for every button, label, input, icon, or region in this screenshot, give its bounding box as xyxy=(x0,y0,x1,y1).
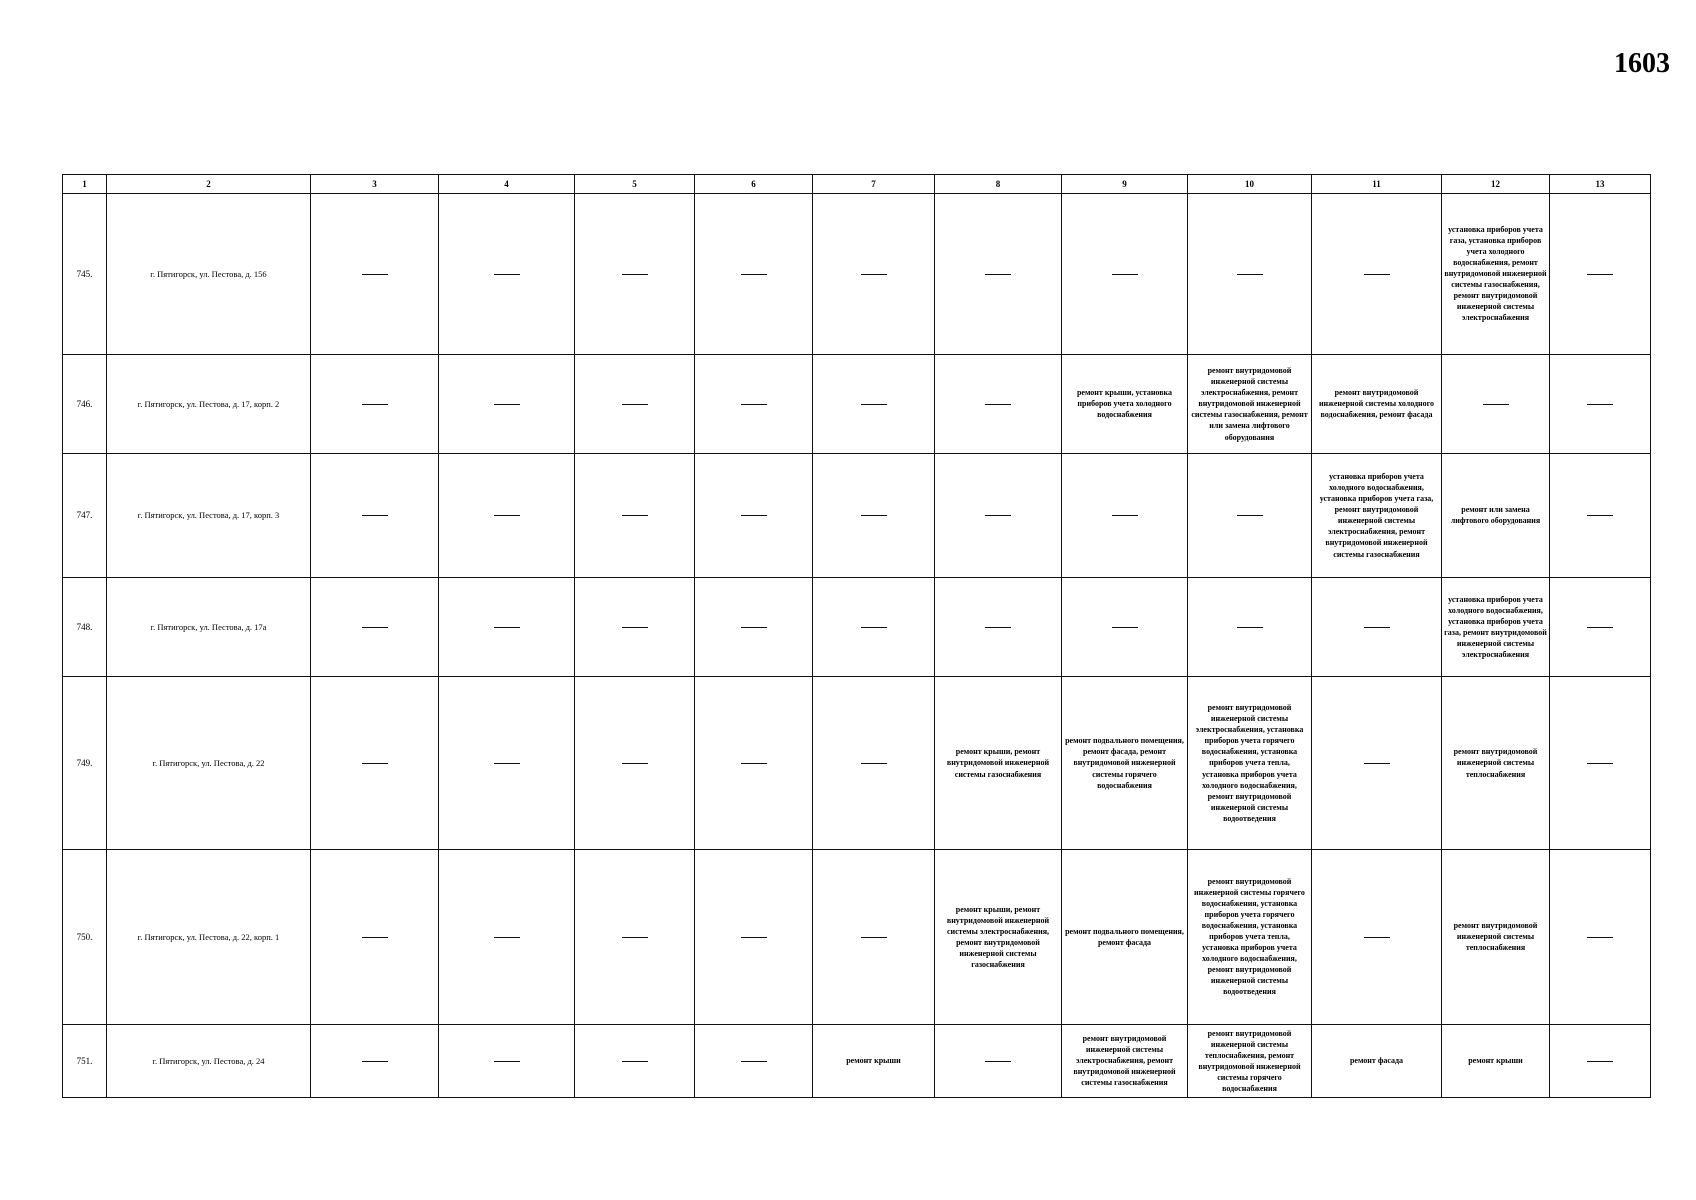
empty-cell xyxy=(311,677,439,850)
empty-cell xyxy=(575,677,695,850)
empty-cell xyxy=(813,849,935,1024)
table-row xyxy=(63,849,1651,1024)
empty-cell xyxy=(935,454,1062,578)
work-description-cell: ремонт крыши, ремонт внутридомовой инженерной системы электроснабжения, ремонт внутридомовой инженерной системы газоснабжения xyxy=(935,849,1062,1024)
dash-mark xyxy=(985,404,1011,405)
table-row xyxy=(63,354,1651,453)
empty-cell xyxy=(439,194,575,355)
work-description-cell: ремонт внутридомовой инженерной системы теплоснабжения xyxy=(1442,849,1550,1024)
dash-mark xyxy=(362,937,388,938)
dash-mark xyxy=(1237,515,1263,516)
dash-mark xyxy=(1364,627,1390,628)
empty-cell xyxy=(695,677,813,850)
empty-cell xyxy=(1188,577,1312,676)
empty-cell xyxy=(439,677,575,850)
work-description-cell: ремонт внутридомовой инженерной системы электроснабжения, установка приборов учета горячего водоснабжения, установка приборов учета тепла, установка приборов учета холодного водоснабжения, ремонт внутридомовой инженерной системы водоотведения xyxy=(1188,677,1312,850)
dash-mark xyxy=(1483,404,1509,405)
row-number: 749. xyxy=(63,677,107,850)
address-cell: г. Пятигорск, ул. Пестова, д. 156 xyxy=(107,194,311,355)
dash-mark xyxy=(861,274,887,275)
address-cell: г. Пятигорск, ул. Пестова, д. 22 xyxy=(107,677,311,850)
address-cell: г. Пятигорск, ул. Пестова, д. 17, корп. 3 xyxy=(107,454,311,578)
address-cell: г. Пятигорск, ул. Пестова, д. 17, корп. 2 xyxy=(107,354,311,453)
empty-cell xyxy=(1442,354,1550,453)
dash-mark xyxy=(1587,1061,1613,1062)
empty-cell xyxy=(695,577,813,676)
empty-cell xyxy=(935,1024,1062,1097)
column-number: 11 xyxy=(1312,175,1442,194)
dash-mark xyxy=(985,274,1011,275)
empty-cell xyxy=(1550,677,1651,850)
empty-cell xyxy=(813,577,935,676)
empty-cell xyxy=(813,354,935,453)
empty-cell xyxy=(695,194,813,355)
dash-mark xyxy=(494,515,520,516)
dash-mark xyxy=(362,515,388,516)
empty-cell xyxy=(813,454,935,578)
work-description-cell: ремонт крыши, ремонт внутридомовой инженерной системы газоснабжения xyxy=(935,677,1062,850)
empty-cell xyxy=(439,1024,575,1097)
dash-mark xyxy=(1112,627,1138,628)
dash-mark xyxy=(622,274,648,275)
work-description-cell: ремонт фасада xyxy=(1312,1024,1442,1097)
empty-cell xyxy=(1550,1024,1651,1097)
dash-mark xyxy=(861,515,887,516)
empty-cell xyxy=(1550,577,1651,676)
empty-cell xyxy=(935,194,1062,355)
empty-cell xyxy=(695,454,813,578)
empty-cell xyxy=(813,194,935,355)
dash-mark xyxy=(985,1061,1011,1062)
dash-mark xyxy=(1587,763,1613,764)
row-number: 751. xyxy=(63,1024,107,1097)
empty-cell xyxy=(1312,194,1442,355)
empty-cell xyxy=(695,1024,813,1097)
work-description-cell: ремонт или замена лифтового оборудования xyxy=(1442,454,1550,578)
dash-mark xyxy=(1364,937,1390,938)
work-description-cell: установка приборов учета холодного водоснабжения, установка приборов учета газа, ремонт внутридомовой инженерной системы электроснабжения xyxy=(1442,577,1550,676)
empty-cell xyxy=(1062,577,1188,676)
column-number: 4 xyxy=(439,175,575,194)
empty-cell xyxy=(575,454,695,578)
dash-mark xyxy=(1587,404,1613,405)
dash-mark xyxy=(622,515,648,516)
empty-cell xyxy=(1550,849,1651,1024)
dash-mark xyxy=(861,763,887,764)
dash-mark xyxy=(1112,274,1138,275)
work-description-cell: установка приборов учета холодного водоснабжения, установка приборов учета газа, ремонт внутридомовой инженерной системы электроснабжения, ремонт внутридомовой инженерной системы газоснабжения xyxy=(1312,454,1442,578)
row-number: 748. xyxy=(63,577,107,676)
column-number-row xyxy=(63,175,1651,194)
work-description-cell: ремонт крыши xyxy=(813,1024,935,1097)
empty-cell xyxy=(935,577,1062,676)
page-number: 1603 xyxy=(1614,48,1670,79)
dash-mark xyxy=(861,937,887,938)
empty-cell xyxy=(813,677,935,850)
empty-cell xyxy=(695,354,813,453)
dash-mark xyxy=(1587,937,1613,938)
work-description-cell: ремонт внутридомовой инженерной системы горячего водоснабжения, установка приборов учета горячего водоснабжения, установка приборов учета тепла, установка приборов учета холодного водоснабжения, ремонт внутридомовой инженерной системы водоотведения xyxy=(1188,849,1312,1024)
dash-mark xyxy=(741,937,767,938)
empty-cell xyxy=(935,354,1062,453)
dash-mark xyxy=(494,937,520,938)
dash-mark xyxy=(494,627,520,628)
address-cell: г. Пятигорск, ул. Пестова, д. 17а xyxy=(107,577,311,676)
dash-mark xyxy=(622,763,648,764)
empty-cell xyxy=(311,454,439,578)
empty-cell xyxy=(311,354,439,453)
dash-mark xyxy=(494,274,520,275)
empty-cell xyxy=(439,454,575,578)
dash-mark xyxy=(494,404,520,405)
work-description-cell: ремонт внутридомовой инженерной системы теплоснабжения xyxy=(1442,677,1550,850)
work-description-cell: ремонт внутридомовой инженерной системы холодного водоснабжения, ремонт фасада xyxy=(1312,354,1442,453)
empty-cell xyxy=(439,849,575,1024)
work-description-cell: ремонт крыши xyxy=(1442,1024,1550,1097)
dash-mark xyxy=(741,763,767,764)
column-number: 2 xyxy=(107,175,311,194)
empty-cell xyxy=(1188,194,1312,355)
empty-cell xyxy=(1312,577,1442,676)
row-number: 750. xyxy=(63,849,107,1024)
column-number: 1 xyxy=(63,175,107,194)
empty-cell xyxy=(311,1024,439,1097)
dash-mark xyxy=(494,763,520,764)
row-number: 745. xyxy=(63,194,107,355)
empty-cell xyxy=(439,354,575,453)
table-row xyxy=(63,677,1651,850)
column-number: 7 xyxy=(813,175,935,194)
dash-mark xyxy=(1364,763,1390,764)
empty-cell xyxy=(1188,454,1312,578)
column-number: 6 xyxy=(695,175,813,194)
address-cell: г. Пятигорск, ул. Пестова, д. 24 xyxy=(107,1024,311,1097)
work-description-cell: ремонт подвального помещения, ремонт фасада xyxy=(1062,849,1188,1024)
dash-mark xyxy=(362,627,388,628)
column-number: 13 xyxy=(1550,175,1651,194)
empty-cell xyxy=(1062,194,1188,355)
work-description-cell: ремонт внутридомовой инженерной системы теплоснабжения, ремонт внутридомовой инженерной системы горячего водоснабжения xyxy=(1188,1024,1312,1097)
dash-mark xyxy=(741,627,767,628)
dash-mark xyxy=(741,404,767,405)
dash-mark xyxy=(985,515,1011,516)
empty-cell xyxy=(575,849,695,1024)
dash-mark xyxy=(1587,627,1613,628)
row-number: 746. xyxy=(63,354,107,453)
repair-schedule-table xyxy=(62,174,1651,1098)
empty-cell xyxy=(1062,454,1188,578)
empty-cell xyxy=(575,194,695,355)
empty-cell xyxy=(1312,677,1442,850)
table-row xyxy=(63,194,1651,355)
address-cell: г. Пятигорск, ул. Пестова, д. 22, корп. 1 xyxy=(107,849,311,1024)
work-description-cell: установка приборов учета газа, установка приборов учета холодного водоснабжения, ремонт внутридомовой инженерной системы газоснабжения, ремонт внутридомовой инженерной системы электроснабжения xyxy=(1442,194,1550,355)
dash-mark xyxy=(1587,515,1613,516)
dash-mark xyxy=(1587,274,1613,275)
empty-cell xyxy=(575,1024,695,1097)
empty-cell xyxy=(575,354,695,453)
column-number: 12 xyxy=(1442,175,1550,194)
dash-mark xyxy=(1237,274,1263,275)
dash-mark xyxy=(1112,515,1138,516)
table-row xyxy=(63,1024,1651,1097)
empty-cell xyxy=(311,577,439,676)
empty-cell xyxy=(439,577,575,676)
dash-mark xyxy=(1364,274,1390,275)
dash-mark xyxy=(741,515,767,516)
table-row xyxy=(63,577,1651,676)
column-number: 9 xyxy=(1062,175,1188,194)
column-number: 3 xyxy=(311,175,439,194)
column-number: 8 xyxy=(935,175,1062,194)
column-number: 5 xyxy=(575,175,695,194)
table-row xyxy=(63,454,1651,578)
empty-cell xyxy=(575,577,695,676)
column-number: 10 xyxy=(1188,175,1312,194)
dash-mark xyxy=(362,274,388,275)
dash-mark xyxy=(985,627,1011,628)
work-description-cell: ремонт внутридомовой инженерной системы электроснабжения, ремонт внутридомовой инженерной системы газоснабжения, ремонт или замена лифтового оборудования xyxy=(1188,354,1312,453)
work-description-cell: ремонт крыши, установка приборов учета холодного водоснабжения xyxy=(1062,354,1188,453)
empty-cell xyxy=(1550,454,1651,578)
empty-cell xyxy=(1550,354,1651,453)
row-number: 747. xyxy=(63,454,107,578)
dash-mark xyxy=(622,1061,648,1062)
empty-cell xyxy=(311,849,439,1024)
dash-mark xyxy=(741,1061,767,1062)
dash-mark xyxy=(861,404,887,405)
dash-mark xyxy=(622,937,648,938)
dash-mark xyxy=(494,1061,520,1062)
empty-cell xyxy=(311,194,439,355)
dash-mark xyxy=(362,1061,388,1062)
dash-mark xyxy=(1237,627,1263,628)
dash-mark xyxy=(861,627,887,628)
dash-mark xyxy=(362,404,388,405)
empty-cell xyxy=(1312,849,1442,1024)
dash-mark xyxy=(622,627,648,628)
dash-mark xyxy=(741,274,767,275)
work-description-cell: ремонт подвального помещения, ремонт фасада, ремонт внутридомовой инженерной системы горячего водоснабжения xyxy=(1062,677,1188,850)
empty-cell xyxy=(695,849,813,1024)
empty-cell xyxy=(1550,194,1651,355)
dash-mark xyxy=(622,404,648,405)
dash-mark xyxy=(362,763,388,764)
work-description-cell: ремонт внутридомовой инженерной системы электроснабжения, ремонт внутридомовой инженерной системы газоснабжения xyxy=(1062,1024,1188,1097)
